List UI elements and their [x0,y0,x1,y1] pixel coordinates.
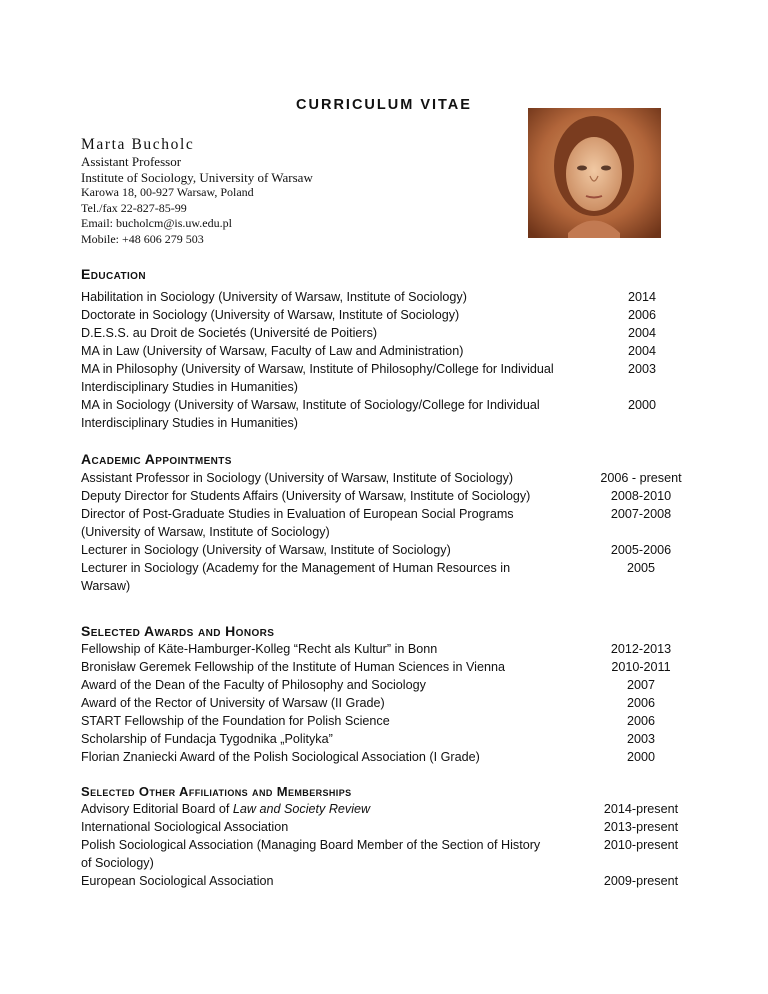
education-item [81,342,681,360]
award-item [81,676,681,694]
award-year: 2006 [626,714,656,728]
award-desc: Fellowship of Käte-Hamburger-Kolleg “Recht als Kultur” in Bonn [81,642,438,656]
education-desc-cont: Interdisciplinary Studies in Humanities) [81,416,298,430]
document-title: CURRICULUM VITAE [296,97,472,113]
awards-list [81,640,681,766]
education-year: 2004 [627,326,657,340]
affiliation-desc: International Sociological Association [81,820,289,834]
appointments-list [81,469,681,595]
address: Karowa 18, 00-927 Warsaw, Poland [81,185,254,199]
award-year: 2000 [626,750,656,764]
appointments-heading: Academic Appointments [81,451,232,467]
appointment-year: 2006 - present [600,471,682,485]
awards-heading: Selected Awards and Honors [81,623,275,639]
award-desc: Florian Znaniecki Award of the Polish Sociological Association (I Grade) [81,750,480,764]
appointment-desc: Assistant Professor in Sociology (University of Warsaw, Institute of Sociology) [81,471,514,485]
person-name: Marta Bucholc [81,136,195,153]
appointment-item [81,559,681,595]
education-desc-cont: Interdisciplinary Studies in Humanities) [81,380,298,394]
appointment-desc-cont: (University of Warsaw, Institute of Sociology) [81,525,330,539]
contact-header [81,135,313,247]
award-year: 2010-2011 [611,660,671,674]
education-desc: Habilitation in Sociology (University of Warsaw, Institute of Sociology) [81,290,467,304]
affiliation-desc-prefix: Advisory Editorial Board of [81,802,233,816]
phone: Tel./fax 22-827-85-99 [81,200,187,215]
appointment-desc: Lecturer in Sociology (University of Warsaw, Institute of Sociology) [81,543,451,557]
education-year: 2003 [627,362,657,376]
award-desc: Award of the Rector of University of Warsaw (II Grade) [81,696,385,710]
education-item [81,306,681,324]
education-list [81,288,681,432]
portrait-photo [528,108,661,238]
affiliation-year: 2014-present [603,802,679,816]
appointment-year: 2008-2010 [610,489,672,503]
education-year: 2006 [627,308,657,322]
affiliation-desc: European Sociological Association [81,874,274,888]
award-desc: Scholarship of Fundacja Tygodnika „Polityka” [81,732,333,746]
award-year: 2007 [626,678,656,692]
appointment-desc: Lecturer in Sociology (Academy for the Management of Human Resources in [81,561,511,575]
appointment-item [81,505,681,541]
education-desc: MA in Sociology (University of Warsaw, Institute of Sociology/College for Individual [81,398,540,412]
journal-title: Law and Society Review [232,802,371,816]
award-item [81,640,681,658]
education-desc: MA in Philosophy (University of Warsaw, Institute of Philosophy/College for Individual [81,362,554,376]
education-item [81,396,681,432]
appointment-item [81,469,681,487]
affiliation-desc-cont: of Sociology) [81,856,154,870]
appointment-year: 2005-2006 [610,543,672,557]
award-item [81,730,681,748]
education-year: 2014 [627,290,657,304]
mobile: Mobile: +48 606 279 503 [81,231,204,246]
affiliations-list [81,800,681,890]
affiliation-item [81,818,681,836]
appointment-desc-cont: Warsaw) [81,579,131,593]
education-item [81,360,681,396]
appointment-year: 2005 [626,561,656,575]
education-item [81,324,681,342]
award-desc: Bronisław Geremek Fellowship of the Institute of Human Sciences in Vienna [81,660,505,674]
award-item [81,712,681,730]
affiliation-item [81,800,681,818]
affiliation-year: 2009-present [603,874,679,888]
award-desc: START Fellowship of the Foundation for Polish Science [81,714,390,728]
portrait-image [528,108,661,238]
affiliation-item [81,872,681,890]
institute: Institute of Sociology, University of Warsaw [81,169,313,185]
education-heading: Education [81,266,146,282]
education-item [81,288,681,306]
appointment-desc: Director of Post-Graduate Studies in Evaluation of European Social Programs [81,507,514,521]
education-desc: MA in Law (University of Warsaw, Faculty of Law and Administration) [81,344,464,358]
education-year: 2004 [627,344,657,358]
award-desc: Award of the Dean of the Faculty of Philosophy and Sociology [81,678,426,692]
award-year: 2006 [626,696,656,710]
affiliation-desc: Polish Sociological Association (Managing Board Member of the Section of History [81,838,541,852]
award-item [81,658,681,676]
appointment-desc: Deputy Director for Students Affairs (University of Warsaw, Institute of Sociology) [81,489,531,503]
affiliations-heading: Selected Other Affiliations and Memberships [81,784,352,799]
affiliation-item [81,836,681,872]
email: Email: bucholcm@is.uw.edu.pl [81,216,232,230]
award-year: 2003 [626,732,656,746]
appointment-item [81,487,681,505]
award-item [81,694,681,712]
appointment-item [81,541,681,559]
education-desc: D.E.S.S. au Droit de Societés (Université de Poitiers) [81,326,378,340]
affiliation-year: 2010-present [603,838,679,852]
affiliation-desc [81,800,370,818]
job-title: Assistant Professor [81,154,182,169]
award-item [81,748,681,766]
award-year: 2012-2013 [610,642,672,656]
education-desc: Doctorate in Sociology (University of Warsaw, Institute of Sociology) [81,308,460,322]
appointment-year: 2007-2008 [610,507,672,521]
affiliation-year: 2013-present [603,820,679,834]
education-year: 2000 [627,398,657,412]
